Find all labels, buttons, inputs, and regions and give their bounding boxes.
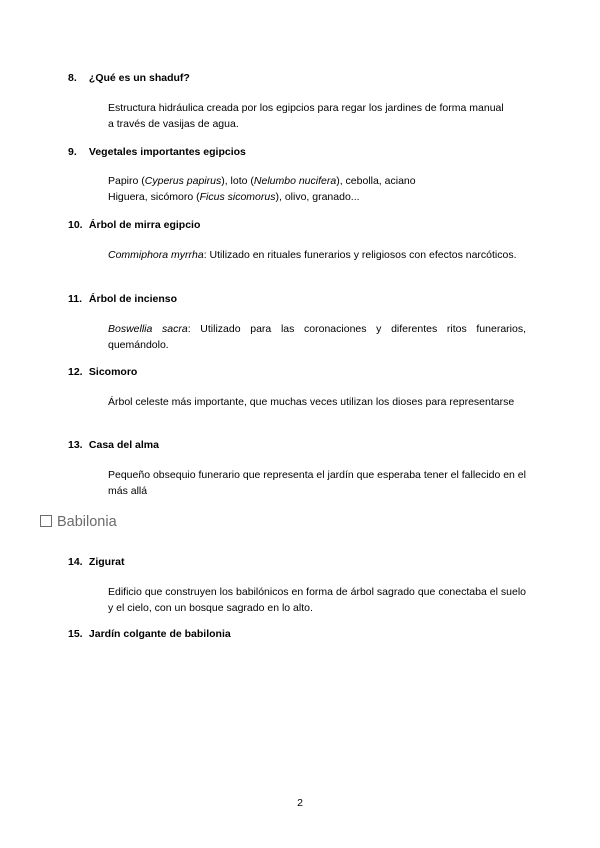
item-8-number: 8. (68, 72, 77, 84)
item-11-title: Árbol de incienso (88, 293, 178, 305)
item-10-text: : Utilizado en rituales funerarios y religiosos con efectos narcóticos. (203, 249, 517, 261)
item-13-number: 13. (68, 439, 83, 451)
item-14-number: 14. (68, 556, 83, 568)
item-13-title: Casa del alma (88, 439, 159, 451)
item-9-body (108, 173, 526, 205)
item-11-number: 11. (68, 293, 83, 305)
page-number: 2 (297, 797, 303, 809)
item-9-line-2: Higuera, sicómoro (Ficus sicomorus), olivo, granado... (108, 191, 360, 203)
item-10-body (108, 247, 526, 263)
item-12-heading (68, 366, 137, 378)
item-10-title: Árbol de mirra egipcio (88, 219, 201, 231)
item-15-heading (68, 628, 231, 640)
latin-name: Commiphora myrrha (108, 249, 204, 261)
latin-name: Cyperus papirus (144, 175, 222, 187)
item-9-heading (68, 146, 246, 158)
latin-name: Ficus sicomorus (199, 191, 276, 203)
checkbox-icon (40, 515, 52, 527)
item-11-heading (68, 293, 177, 305)
item-8-title: ¿Qué es un shaduf? (88, 72, 190, 84)
item-9-title: Vegetales importantes egipcios (88, 146, 246, 158)
item-11-body (108, 321, 526, 353)
item-13-heading (68, 439, 159, 451)
item-15-title: Jardín colgante de babilonia (88, 628, 231, 640)
latin-name: Nelumbo nucifera (253, 175, 337, 187)
item-10-heading (68, 219, 200, 231)
item-12-number: 12. (68, 366, 83, 378)
item-9-line-1: Papiro (Cyperus papirus), loto (Nelumbo nucifera), cebolla, aciano (108, 175, 416, 187)
item-9-number: 9. (68, 146, 77, 158)
latin-name: Boswellia sacra (108, 323, 188, 335)
section-heading-babilonia (40, 514, 117, 530)
item-10-number: 10. (68, 219, 83, 231)
item-14-heading (68, 556, 125, 568)
item-13-body: Pequeño obsequio funerario que representa el jardín que esperaba tener el fallecido en el más allá (108, 469, 526, 497)
item-14-body: Edificio que construyen los babilónicos en forma de árbol sagrado que conectaba el suelo y el cielo, con un bosque sagrado en lo alto. (108, 586, 526, 614)
section-title: Babilonia (57, 514, 117, 530)
item-12-title: Sicomoro (88, 366, 138, 378)
item-8-line-2: a través de vasijas de agua. (108, 118, 239, 130)
item-15-number: 15. (68, 628, 83, 640)
item-11-text: : Utilizado para las coronaciones y diferentes ritos funerarios, quemándolo. (108, 323, 526, 351)
item-8-body (108, 100, 526, 132)
item-12-body: Árbol celeste más importante, que muchas veces utilizan los dioses para representarse (108, 396, 515, 408)
item-8-line-1: Estructura hidráulica creada por los egipcios para regar los jardines de forma manual (108, 102, 504, 114)
item-14-title: Zigurat (88, 556, 125, 568)
item-8-heading (68, 72, 190, 84)
